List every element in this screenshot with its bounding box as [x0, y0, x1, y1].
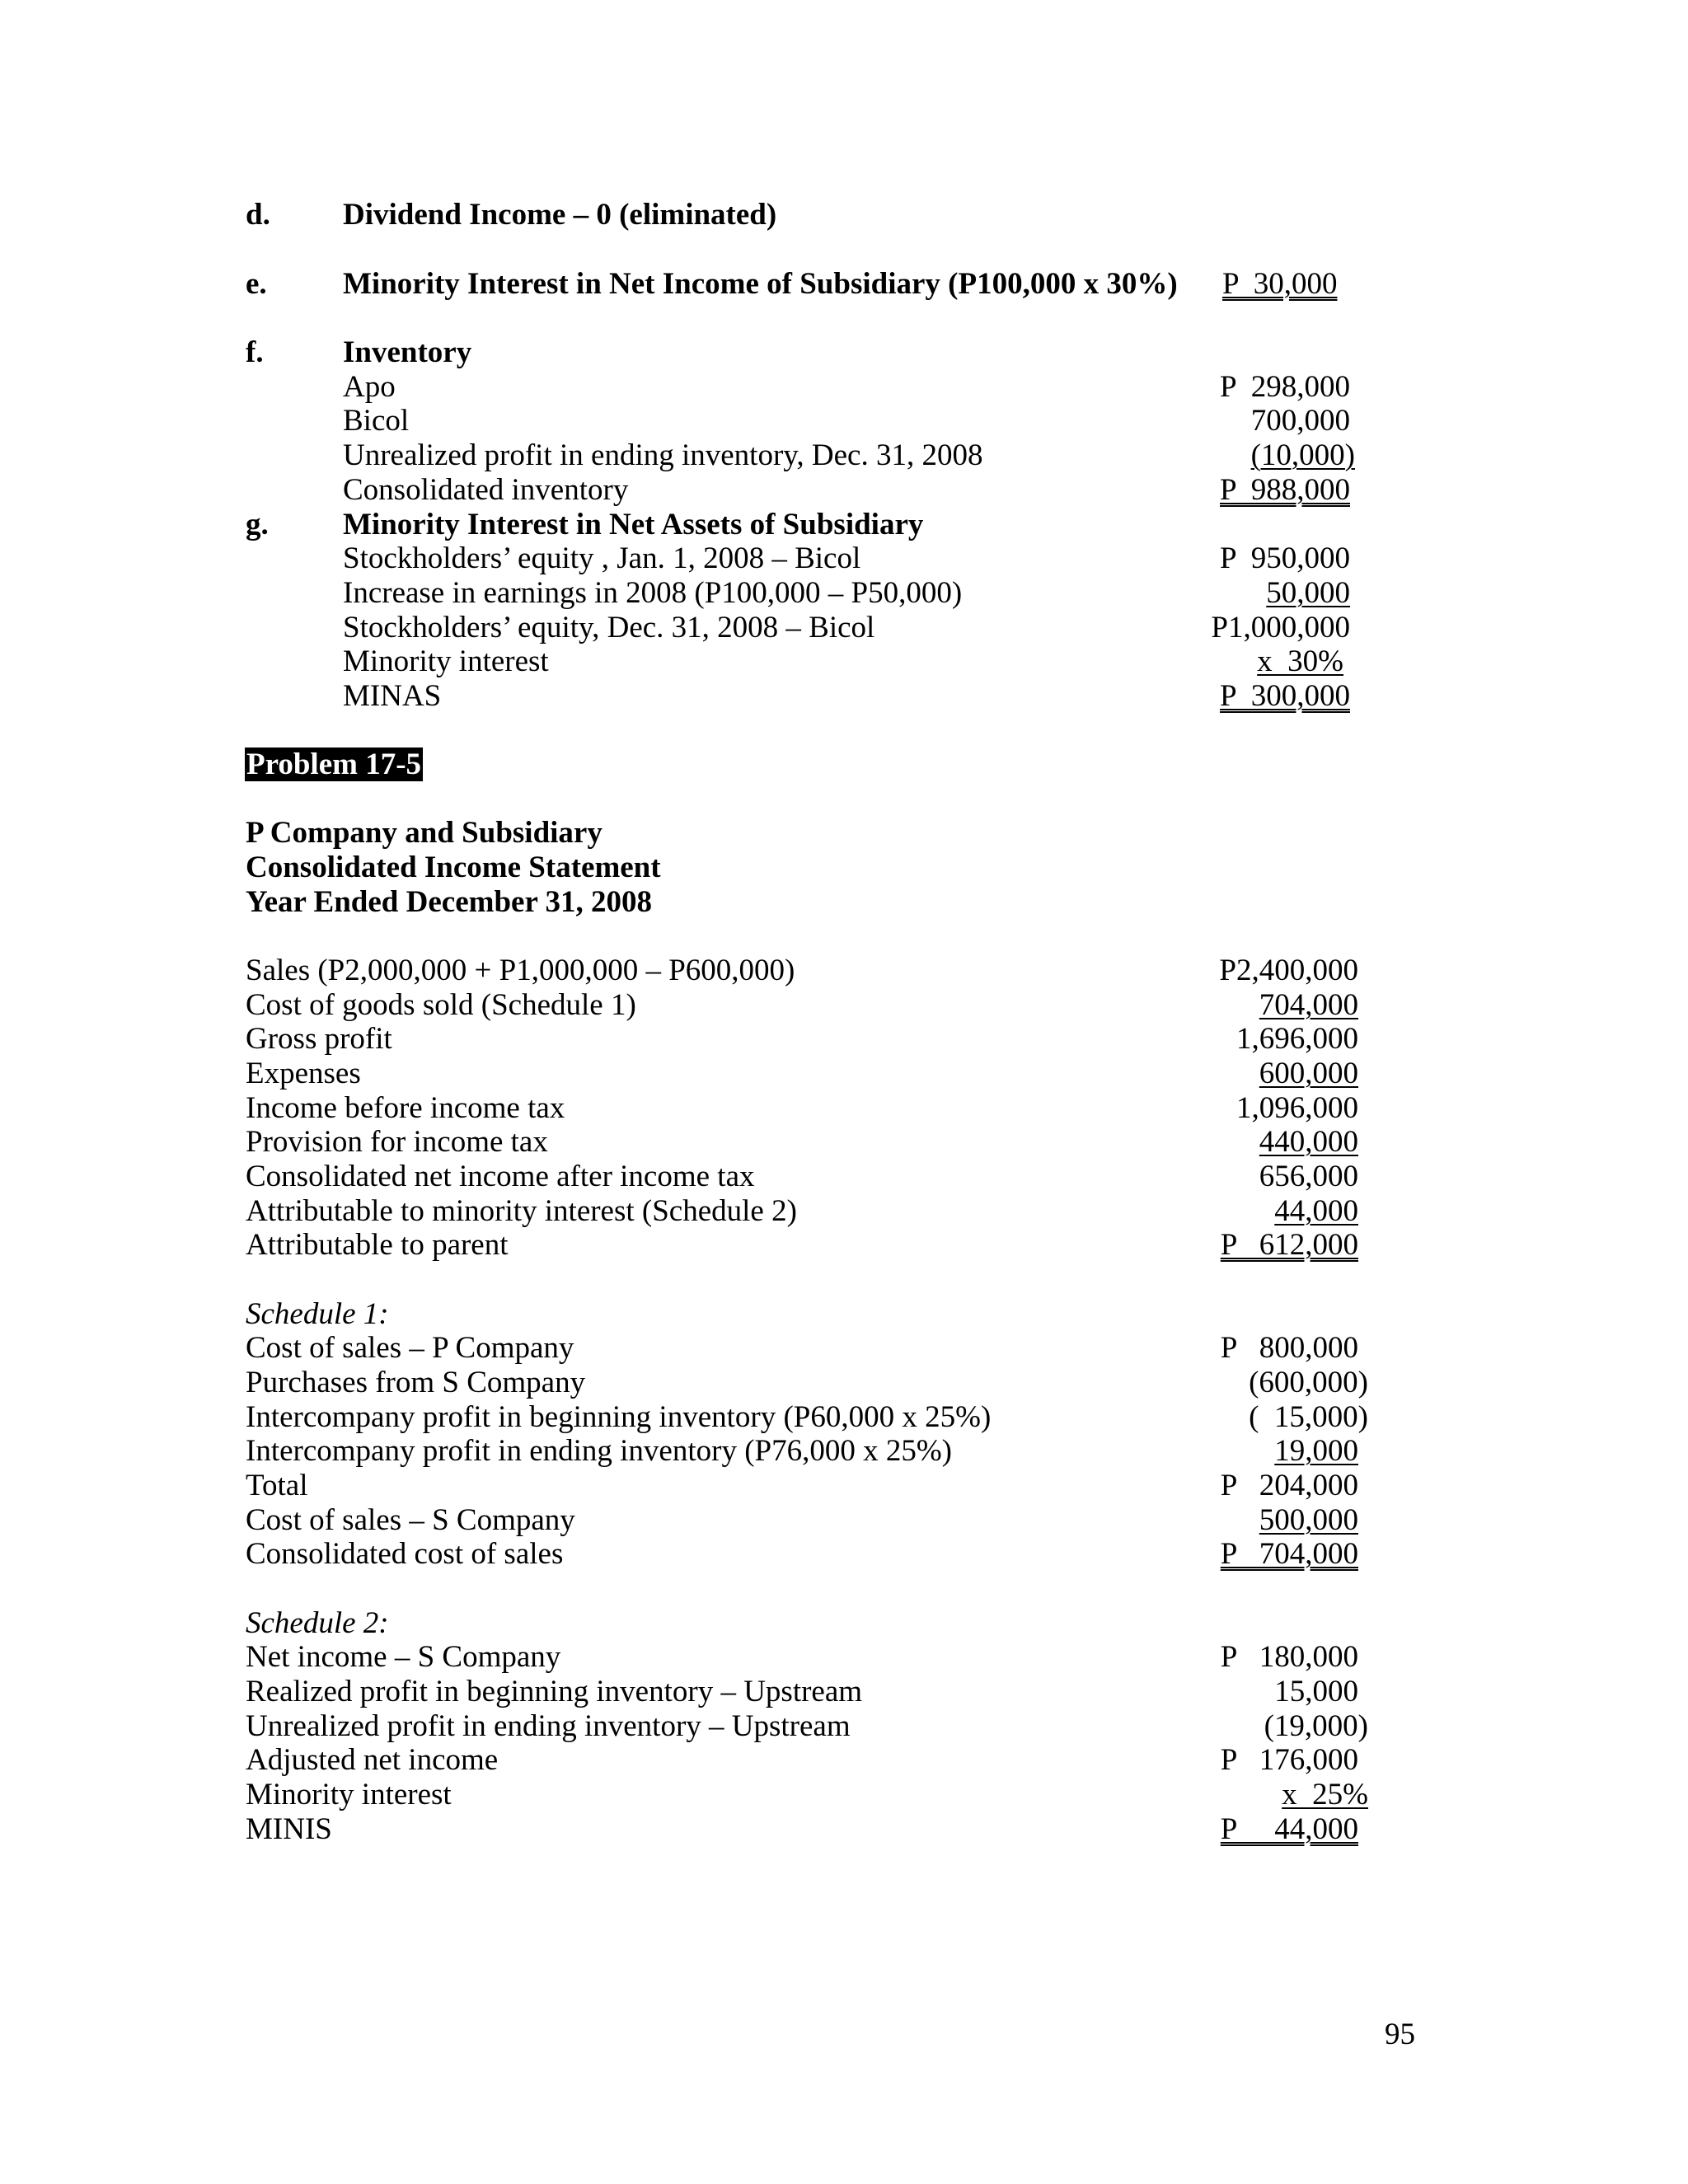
inventory-apo-amount: P 298,000 [1220, 370, 1350, 404]
schedule1-row-amount: P 704,000 [1220, 1537, 1358, 1571]
schedule2-row-amount: 15,000 [1274, 1675, 1358, 1708]
section-e-letter: e. [246, 267, 267, 301]
statement-heading-title: Consolidated Income Statement [246, 851, 661, 884]
section-e-title: Minority Interest in Net Income of Subsidiary (P100,000 x 30%) [343, 267, 1178, 301]
schedule2-row-label: Realized profit in beginning inventory – Upstream [246, 1675, 863, 1708]
section-f-title: Inventory [343, 335, 472, 369]
schedule1-row-amount: 19,000 [1274, 1434, 1358, 1468]
statement-row-amount: 600,000 [1259, 1057, 1358, 1090]
statement-heading-company: P Company and Subsidiary [246, 816, 603, 850]
statement-heading-period: Year Ended December 31, 2008 [246, 885, 652, 919]
schedule2-row-label: Minority interest [246, 1778, 452, 1811]
problem-label [245, 748, 423, 782]
schedule2-row-label: MINIS [246, 1812, 332, 1846]
earnings-increase-amount: 50,000 [1266, 576, 1350, 610]
minas-amount: P 300,000 [1220, 679, 1350, 713]
statement-row-amount: 704,000 [1259, 988, 1358, 1022]
schedule1-row-amount: 500,000 [1259, 1503, 1358, 1537]
schedule2-row-amount: P 180,000 [1220, 1640, 1358, 1674]
minority-interest-label: Minority interest [343, 644, 549, 678]
schedule1-row-amount: ( 15,000) [1249, 1400, 1368, 1434]
section-d-title: Dividend Income – 0 (eliminated) [343, 198, 777, 232]
statement-row-label: Cost of goods sold (Schedule 1) [246, 988, 636, 1022]
schedule2-title: Schedule 2: [246, 1606, 389, 1640]
section-d-letter: d. [246, 198, 270, 232]
schedule2-row-label: Net income – S Company [246, 1640, 561, 1674]
schedule1-row-label: Consolidated cost of sales [246, 1537, 564, 1571]
section-e-amount: P 30,000 [1222, 267, 1338, 301]
schedule1-row-label: Intercompany profit in ending inventory (P76,000 x 25%) [246, 1434, 952, 1468]
schedule2-row-amount: P 44,000 [1220, 1812, 1358, 1846]
statement-row-amount: 1,096,000 [1236, 1091, 1358, 1125]
equity-dec-label: Stockholders’ equity, Dec. 31, 2008 – Bicol [343, 611, 875, 644]
schedule1-row-label: Intercompany profit in beginning inventory (P60,000 x 25%) [246, 1400, 992, 1434]
statement-row-amount: P 612,000 [1220, 1228, 1358, 1262]
inventory-apo-label: Apo [343, 370, 396, 404]
schedule2-row-amount: x 25% [1282, 1778, 1368, 1811]
statement-row-amount: 1,696,000 [1236, 1022, 1358, 1056]
statement-row-label: Gross profit [246, 1022, 392, 1056]
schedule2-row-amount: (19,000) [1264, 1709, 1368, 1743]
schedule1-row-label: Total [246, 1469, 308, 1502]
schedule1-row-label: Purchases from S Company [246, 1366, 586, 1399]
minas-label: MINAS [343, 679, 442, 713]
statement-row-amount: 440,000 [1259, 1125, 1358, 1159]
minority-interest-amount: x 30% [1257, 644, 1343, 678]
schedule1-row-amount: P 204,000 [1220, 1469, 1358, 1502]
statement-row-amount: P2,400,000 [1219, 954, 1358, 987]
page-number: 95 [1385, 2018, 1415, 2051]
schedule1-row-label: Cost of sales – P Company [246, 1331, 574, 1365]
equity-jan-label: Stockholders’ equity , Jan. 1, 2008 – Bicol [343, 541, 861, 575]
statement-row-label: Income before income tax [246, 1091, 565, 1125]
schedule1-title: Schedule 1: [246, 1297, 389, 1331]
statement-row-label: Consolidated net income after income tax [246, 1160, 755, 1193]
statement-row-label: Provision for income tax [246, 1125, 548, 1159]
schedule2-row-label: Adjusted net income [246, 1743, 499, 1777]
section-g-letter: g. [246, 508, 269, 541]
inventory-unrealized-label: Unrealized profit in ending inventory, Dec. 31, 2008 [343, 438, 983, 472]
earnings-increase-label: Increase in earnings in 2008 (P100,000 – P50,000) [343, 576, 963, 610]
inventory-consolidated-amount: P 988,000 [1220, 473, 1350, 507]
section-g-title: Minority Interest in Net Assets of Subsidiary [343, 508, 924, 541]
statement-row-label: Expenses [246, 1057, 361, 1090]
statement-row-label: Attributable to minority interest (Schedule 2) [246, 1194, 797, 1228]
statement-row-amount: 44,000 [1274, 1194, 1358, 1228]
inventory-unrealized-amount: (10,000) [1250, 438, 1355, 472]
schedule1-row-amount: (600,000) [1249, 1366, 1368, 1399]
schedule1-row-amount: P 800,000 [1220, 1331, 1358, 1365]
inventory-bicol-label: Bicol [343, 404, 410, 438]
schedule1-row-label: Cost of sales – S Company [246, 1503, 575, 1537]
section-f-letter: f. [246, 335, 264, 369]
equity-dec-amount: P1,000,000 [1211, 611, 1350, 644]
equity-jan-amount: P 950,000 [1220, 541, 1350, 575]
inventory-consolidated-label: Consolidated inventory [343, 473, 629, 507]
inventory-bicol-amount: 700,000 [1250, 404, 1350, 438]
statement-row-label: Sales (P2,000,000 + P1,000,000 – P600,000) [246, 954, 795, 987]
schedule2-row-amount: P 176,000 [1220, 1743, 1358, 1777]
statement-row-amount: 656,000 [1259, 1160, 1358, 1193]
statement-row-label: Attributable to parent [246, 1228, 509, 1262]
problem-label-text: Problem 17-5 [246, 748, 422, 781]
schedule2-row-label: Unrealized profit in ending inventory – Upstream [246, 1709, 851, 1743]
